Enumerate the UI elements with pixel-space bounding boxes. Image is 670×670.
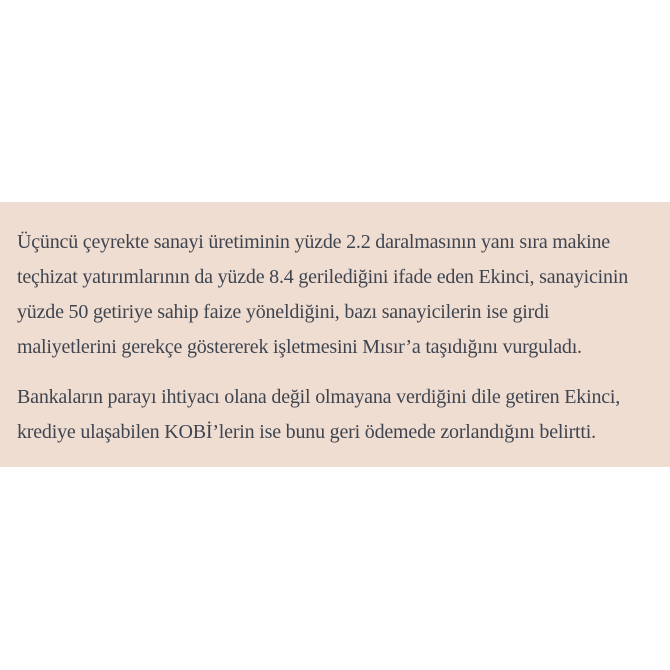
article-line: yüzde 50 getiriye sahip faize yöneldiğini, bazı sanayicilerin ise girdi	[17, 301, 550, 323]
article-paragraph-2	[17, 380, 656, 450]
article-text-block	[0, 202, 670, 467]
article-line: Bankaların parayı ihtiyacı olana değil olmayana verdiğini dile getiren Ekinci,	[17, 386, 621, 408]
article-paragraph-1	[17, 225, 656, 365]
article-line: krediye ulaşabilen KOBİ’lerin ise bunu geri ödemede zorlandığını belirtti.	[17, 421, 596, 443]
article-line: maliyetlerini gerekçe göstererek işletmesini Mısır’a taşıdığını vurguladı.	[17, 336, 582, 358]
article-line: Üçüncü çeyrekte sanayi üretiminin yüzde 2.2 daralmasının yanı sıra makine	[17, 231, 610, 253]
article-line: teçhizat yatırımlarının da yüzde 8.4 gerilediğini ifade eden Ekinci, sanayicinin	[17, 266, 628, 288]
